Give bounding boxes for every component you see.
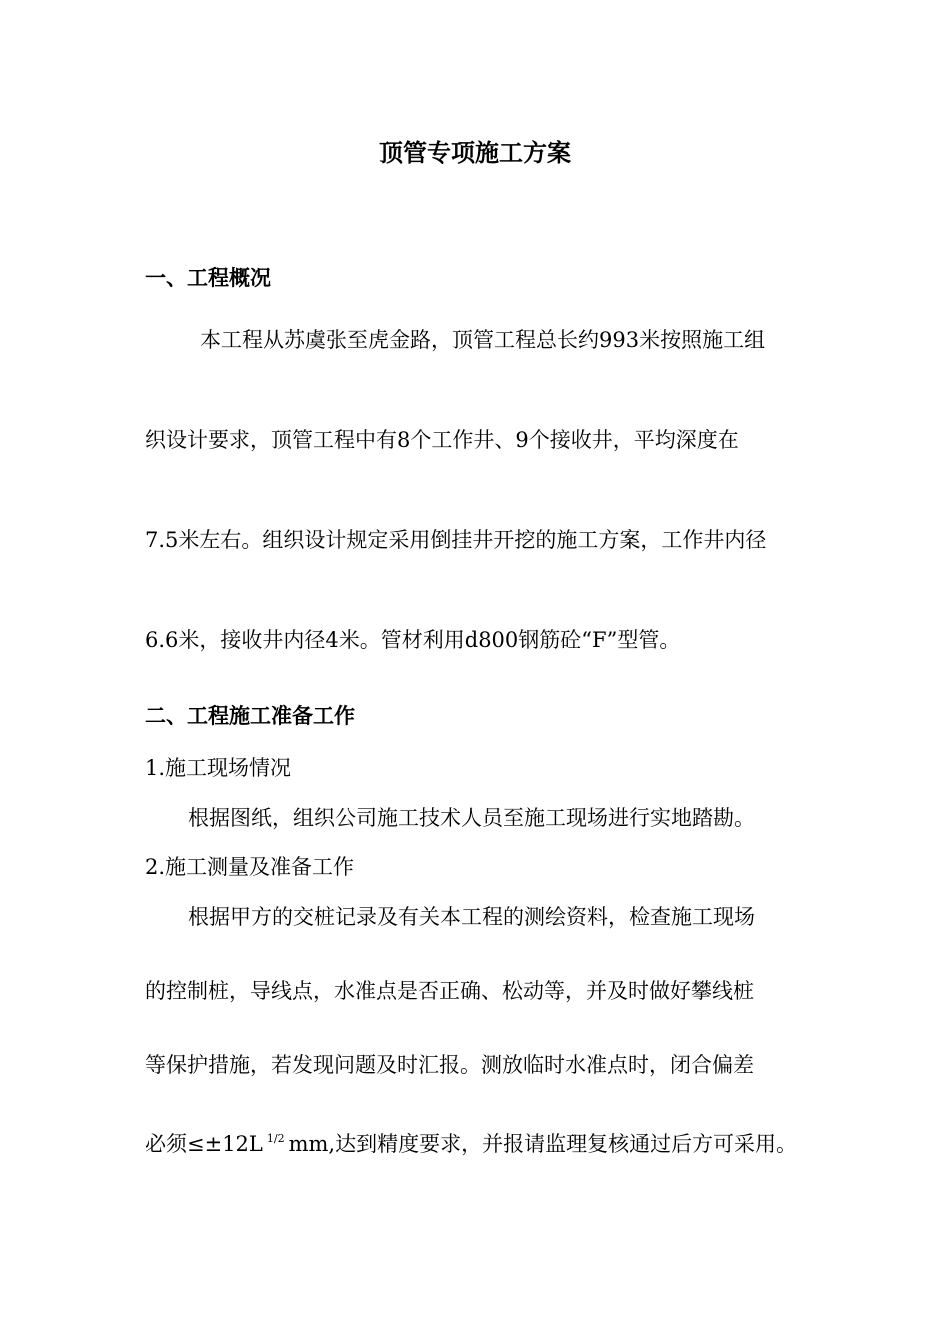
section-1-paragraph-line-4: 6.6米，接收井内径4米。管材利用d800钢筋砼“F”型管。 [145,628,681,652]
tolerance-text: 必须≤±12L [145,1132,263,1156]
section-1-heading: 一、工程概况 [145,265,271,290]
subsection-1-heading: 1.施工现场情况 [145,756,292,780]
tolerance-requirement-text: mm,达到精度要求，并报请监理复核通过后方可采用。 [288,1132,798,1156]
subsection-2-paragraph-line-3: 等保护措施，若发现问题及时汇报。测放临时水准点时，闭合偏差 [145,1053,754,1077]
subsection-2-paragraph-line-2: 的控制桩，导线点，水准点是否正确、松动等，并及时做好攀线桩 [145,979,754,1003]
section-1-paragraph-line-3: 7.5米左右。组织设计规定采用倒挂井开挖的施工方案，工作井内径 [145,528,767,552]
section-2-heading: 二、工程施工准备工作 [145,703,355,728]
subsection-2-paragraph-line-4 [145,1125,797,1158]
subsection-1-paragraph: 根据图纸，组织公司施工技术人员至施工现场进行实地踏勘。 [188,806,755,830]
subsection-2-heading: 2.施工测量及准备工作 [145,855,355,879]
section-1-paragraph-line-2: 织设计要求，顶管工程中有8个工作井、9个接收井，平均深度在 [145,428,739,452]
document-title: 顶管专项施工方案 [379,138,571,167]
section-1-paragraph-line-1: 本工程从苏虞张至虎金路，顶管工程总长约993米按照施工组 [200,328,766,352]
tolerance-exponent: 1/2 [266,1132,285,1145]
subsection-2-paragraph-line-1: 根据甲方的交桩记录及有关本工程的测绘资料，检查施工现场 [188,905,755,929]
